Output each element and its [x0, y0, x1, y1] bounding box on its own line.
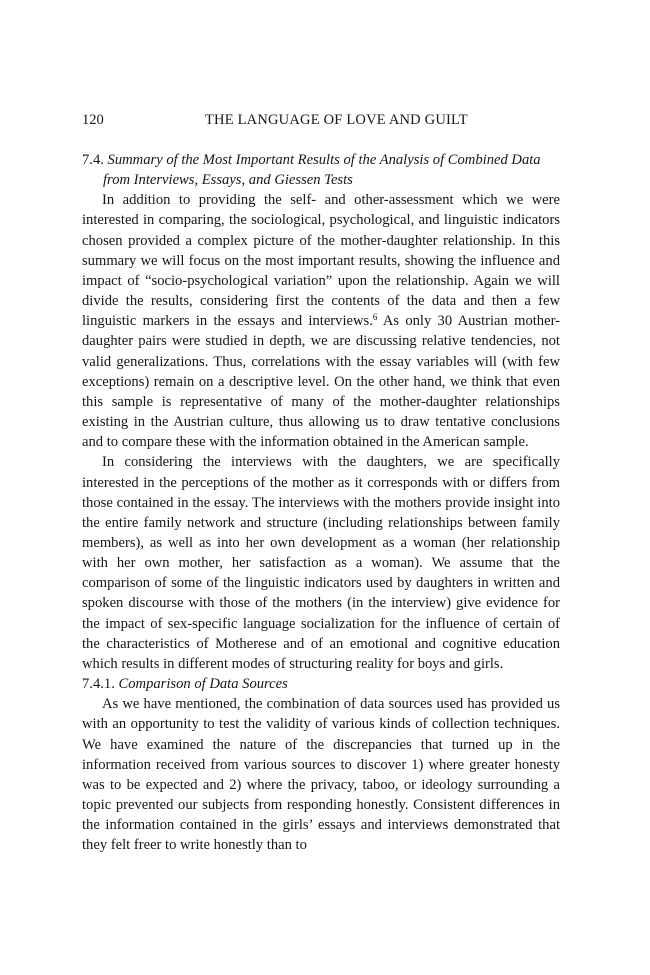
footnote-marker: 6: [372, 312, 378, 323]
subsection-title: Comparison of Data Sources: [118, 676, 288, 693]
section-heading: [82, 150, 560, 190]
body-paragraph-2: In considering the interviews with the daughters, we are specifically interested in the perceptions of the mother as it corresponds with or differs from those contained in the essay. The interviews with the mothers provide insight into the entire family network and structure (including relationships between family members), as well as into her own development as a woman (her relationship with her own mother, her satisfaction as a woman). We assume that the comparison of some of the linguistic indicators used by daughters in written and spoken discourse with those of the mothers (in the interview) give evidence for the impact of sex-specific language socialization for the influence of certain of the characteristics of Motherese and of an emotional and cognitive education which results in different modes of structuring reality for boys and girls.: [82, 454, 560, 672]
subsection-heading: [82, 674, 560, 694]
page-body: [82, 150, 560, 855]
section-number: 7.4.: [82, 152, 104, 168]
body-paragraph-1: [82, 190, 560, 452]
section-title: Summary of the Most Important Results of the Analysis of Combined Data from Interviews, Essays, and Giessen Tests: [103, 152, 541, 189]
page-number: 120: [82, 112, 104, 128]
running-title: THE LANGUAGE OF LOVE AND GUILT: [205, 112, 468, 128]
paragraph-1-text: In addition to providing the self- and other-assessment which we were interested in comparing, the sociological, psychological, and linguistic indicators chosen provided a complex picture of the mother-daughter relationship. In this summary we will focus on the most important results, showing the influence and impact of “socio-psychological variation” upon the relationship. Again we will divide the results, considering first the contents of the data and then a few linguistic markers in the essays and interviews.: [82, 192, 560, 330]
body-paragraph-3: As we have mentioned, the combination of data sources used has provided us with an opportunity to test the validity of various kinds of collection techniques. We have examined the nature of the discrepancies that turned up in the information received from various sources to discover 1) where greater honesty was to be expected and 2) where the privacy, taboo, or ideology surrounding a topic prevented our subjects from responding honestly. Consistent differences in the information contained in the girls’ essays and interviews demonstrated that they felt freer to write honestly than to: [82, 696, 560, 854]
paragraph-1-continuation: As only 30 Austrian mother-daughter pairs were studied in depth, we are discussing relative tendencies, not valid generalizations. Thus, correlations with the essay variables will (with few exceptions) remain on a descriptive level. On the other hand, we think that even this sample is representative of many of the mother-daughter relationships existing in the Austrian culture, thus allowing us to draw tentative conclusions and to compare these with the information obtained in the American sample.: [82, 313, 561, 451]
subsection-number: 7.4.1.: [82, 676, 115, 693]
